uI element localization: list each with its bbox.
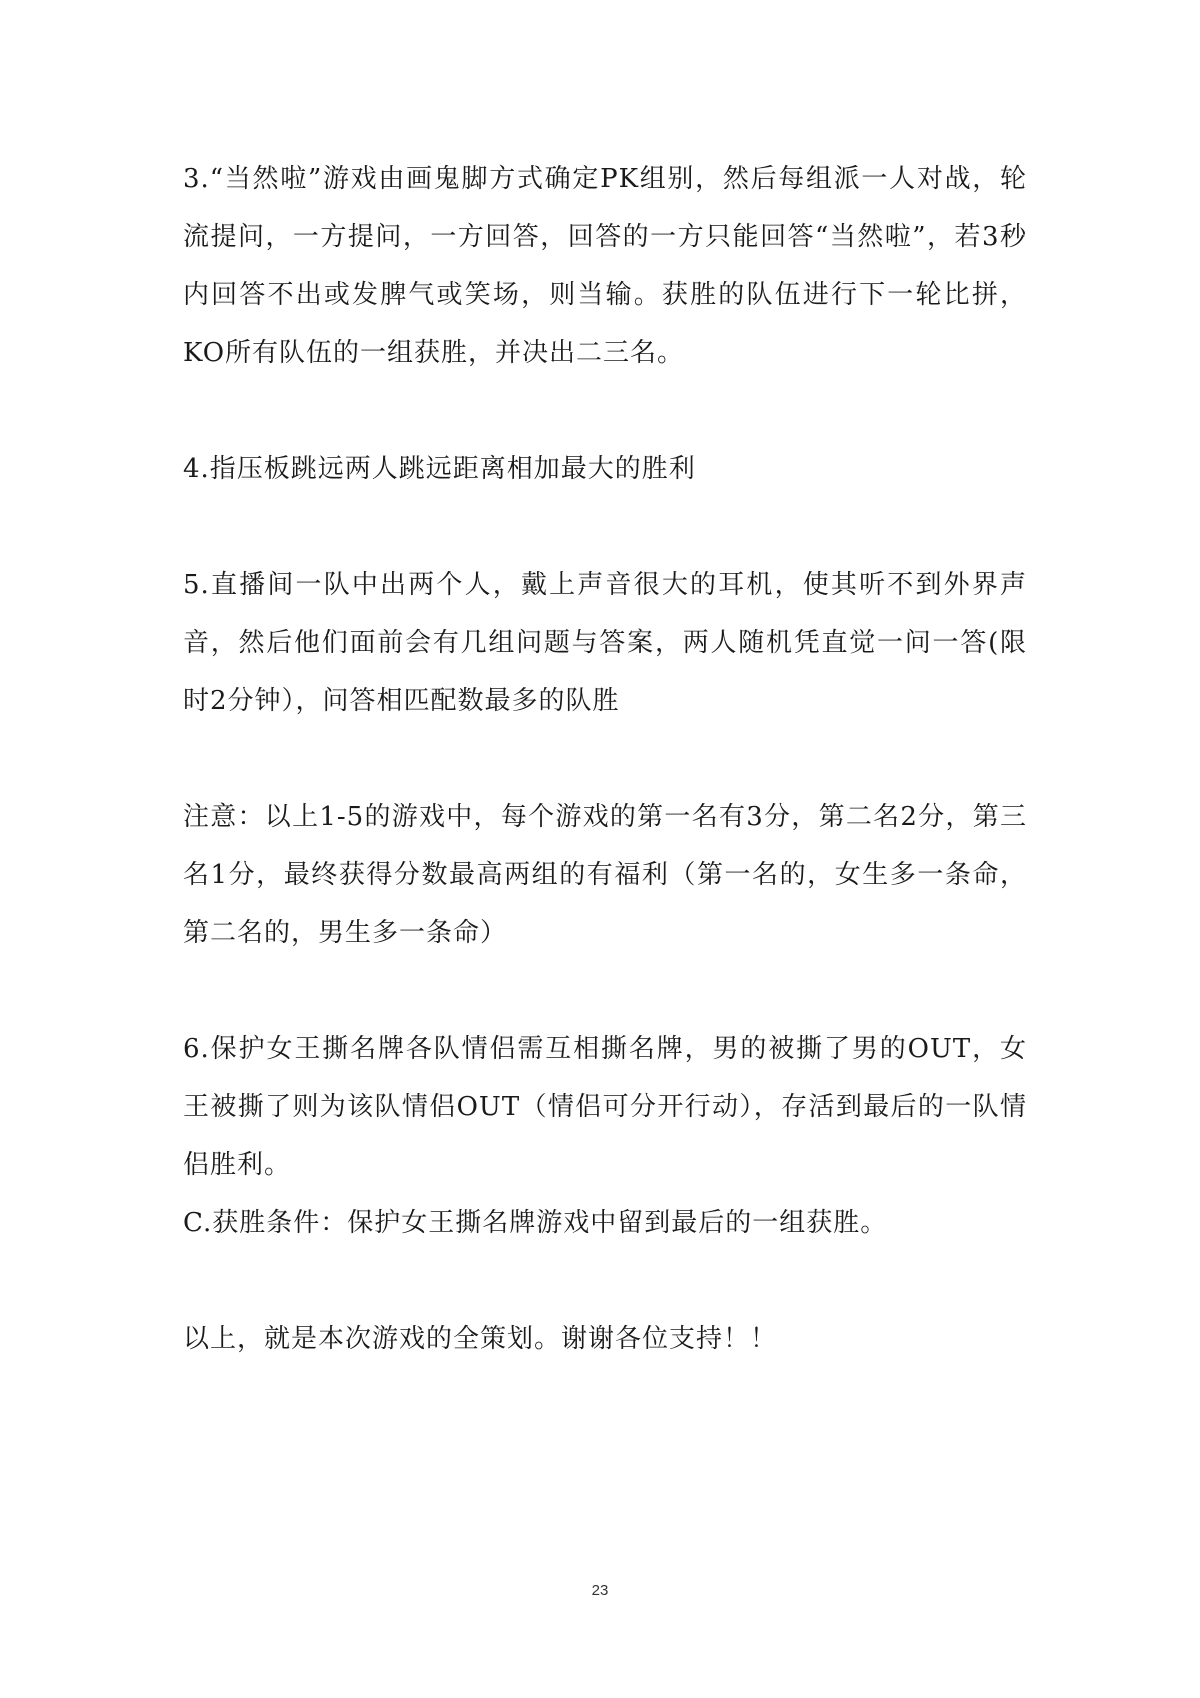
paragraph-game-4: 4.指压板跳远两人跳远距离相加最大的胜利 <box>183 454 696 484</box>
page-number: 23 <box>591 1582 609 1599</box>
paragraph-closing: 以上，就是本次游戏的全策划。谢谢各位支持！！ <box>183 1324 778 1354</box>
paragraph-win-condition: C.获胜条件：保护女王撕名牌游戏中留到最后的一组获胜。 <box>183 1208 888 1238</box>
paragraph-note: 注意：以上1-5的游戏中，每个游戏的第一名有3分，第二名2分，第三名1分，最终获得分数最高两组的有福利（第一名的，女生多一条命，第二名的，男生多一条命） <box>183 802 1027 948</box>
paragraph-game-3: 3.“当然啦”游戏由画鬼脚方式确定PK组别，然后每组派一人对战，轮流提问，一方提问，一方回答，回答的一方只能回答“当然啦”，若3秒内回答不出或发脾气或笑场，则当输。获胜的队伍进行下一轮比拼，KO所有队伍的一组获胜，并决出二三名。 <box>183 164 1027 368</box>
paragraph-game-6: 6.保护女王撕名牌各队情侣需互相撕名牌，男的被撕了男的OUT，女王被撕了则为该队情侣OUT（情侣可分开行动），存活到最后的一队情侣胜利。 <box>183 1034 1027 1180</box>
page-body <box>183 150 1027 1368</box>
paragraph-game-5: 5.直播间一队中出两个人，戴上声音很大的耳机，使其听不到外界声音，然后他们面前会有几组问题与答案，两人随机凭直觉一问一答(限时2分钟），问答相匹配数最多的队胜 <box>183 570 1027 716</box>
